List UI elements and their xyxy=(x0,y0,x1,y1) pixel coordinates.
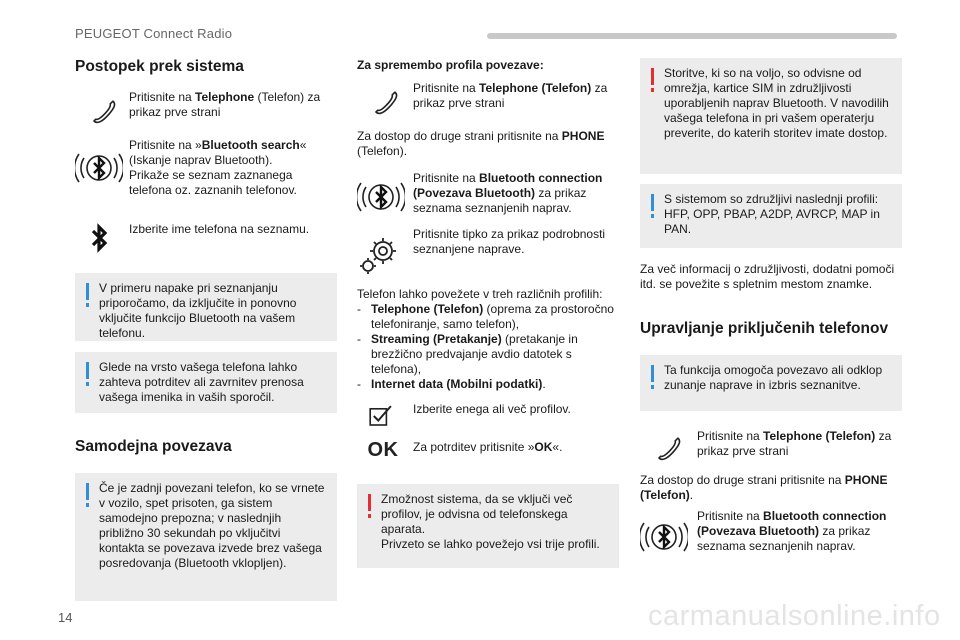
info-icon xyxy=(86,483,89,500)
watermark-url: carmanualsonline.info xyxy=(648,600,941,632)
step-text: Izberite enega ali več profilov. xyxy=(413,402,571,416)
paragraph-more-info: Za več informacij o združljivosti, dodatni pomoči itd. se povežite s spletnim mestom znamke. xyxy=(640,262,895,291)
ok-icon: OK xyxy=(367,438,399,461)
section-title-manage-phones: Upravljanje priključenih telefonov xyxy=(640,320,889,337)
warning-icon xyxy=(368,494,371,511)
step-select-profiles xyxy=(357,402,619,438)
step-text: Pritisnite na Bluetooth connection (Povezava Bluetooth) za prikaz seznama seznanjenih naprav. xyxy=(413,171,603,215)
section-title-system: Postopek prek sistema xyxy=(75,58,244,75)
list-item: - Telephone (Telefon) (oprema za prostoročno telefoniranje, samo telefon), xyxy=(357,302,619,332)
header-title: PEUGEOT Connect Radio xyxy=(75,26,233,41)
warning-note-profiles: Zmožnost sistema, da se vključi več profilov, je odvisna od telefonskega aparata. Privzeto se lahko povežejo vsi trije profili. xyxy=(357,484,619,568)
step-bluetooth-search xyxy=(75,138,337,208)
info-icon xyxy=(651,365,654,382)
bluetooth-search-icon xyxy=(640,513,688,561)
info-note-auto-connect: Če je zadnji povezani telefon, ko se vrnete v vozilo, spet prisoten, ga sistem samodejno prepozna; v naslednjih približno 30 sekundah po vključitvi kontakta se povezava izvede brez vašega posredovanja (Bluetooth vklopljen). xyxy=(75,473,337,601)
paragraph-phone-page: Za dostop do druge strani pritisnite na PHONE (Telefon). xyxy=(357,129,605,158)
step-text: Pritisnite na Telephone (Telefon) za prikaz prve strani xyxy=(129,90,321,119)
step-telephone xyxy=(357,81,619,123)
step-confirm-ok xyxy=(357,440,619,484)
info-icon xyxy=(651,194,654,211)
step-bluetooth-connection xyxy=(640,509,902,559)
warning-icon xyxy=(651,68,654,85)
info-note-manage: Ta funkcija omogoča povezavo ali odklop zunanje naprave in izbris seznanitve. xyxy=(640,355,902,411)
section-title-auto-connect: Samodejna povezava xyxy=(75,438,232,455)
step-text: Pritisnite na Bluetooth connection (Povezava Bluetooth) za prikaz seznama seznanjenih naprav. xyxy=(697,509,887,553)
header-divider xyxy=(487,33,897,39)
profile-change-heading: Za spremembo profila povezave: xyxy=(357,58,544,72)
page-number: 14 xyxy=(58,610,73,625)
step-telephone xyxy=(75,90,337,136)
column-3 xyxy=(640,58,902,559)
column-1 xyxy=(75,58,337,601)
info-icon xyxy=(86,362,89,379)
info-note-contacts: Glede na vrsto vašega telefona lahko zahteva potrditev ali zavrnitev prenosa vašega imenika in vaših sporočil. xyxy=(75,352,337,413)
info-note-pairing: V primeru napake pri seznanjanju priporočamo, da izključite in ponovno vključite funkcijo Bluetooth na vašem telefonu. xyxy=(75,273,337,341)
bluetooth-search-icon xyxy=(357,173,405,221)
profile-list xyxy=(357,302,619,392)
paragraph-profiles: Telefon lahko povežete v treh različnih profilih: xyxy=(357,287,603,301)
list-item: - Streaming (Pretakanje) (pretakanje in brezžično predvajanje avdio datotek s telefona), xyxy=(357,332,619,377)
step-bluetooth-connection xyxy=(357,171,619,225)
info-note-compatible-profiles: S sistemom so združljivi naslednji profili: HFP, OPP, PBAP, A2DP, AVRCP, MAP in PAN. xyxy=(640,184,902,248)
step-device-details xyxy=(357,227,619,277)
checkbox-icon xyxy=(363,398,399,434)
phone-icon xyxy=(363,81,407,125)
gear-icon xyxy=(357,229,405,277)
phone-icon xyxy=(81,90,125,134)
bluetooth-search-icon xyxy=(75,144,123,192)
step-telephone xyxy=(640,429,902,467)
bluetooth-icon xyxy=(77,216,121,260)
info-icon xyxy=(86,283,89,300)
phone-icon xyxy=(646,427,690,471)
step-select-phone xyxy=(75,222,337,262)
warning-note-services: Storitve, ki so na voljo, so odvisne od omrežja, kartice SIM in združljivosti uporabljenih naprav Bluetooth. V navodilih vašega telefona in pri vašem operaterju preverite, do katerih storitev imate dostop. xyxy=(640,58,902,174)
step-text: Pritisnite na Telephone (Telefon) za prikaz prve strani xyxy=(697,429,892,458)
step-text: Pritisnite na Telephone (Telefon) za prikaz prve strani xyxy=(413,81,608,110)
step-text: Pritisnite na »Bluetooth search« (Iskanje naprav Bluetooth). Prikaže se seznam zaznanega telefona oz. zaznanih telefonov. xyxy=(129,138,307,197)
step-text: Za potrditev pritisnite »OK«. xyxy=(413,440,563,454)
list-item: - Internet data (Mobilni podatki). xyxy=(357,377,619,392)
step-text: Pritisnite tipko za prikaz podrobnosti seznanjene naprave. xyxy=(413,227,606,256)
column-2 xyxy=(357,58,619,568)
paragraph-phone-page: Za dostop do druge strani pritisnite na PHONE (Telefon). xyxy=(640,473,888,502)
step-text: Izberite ime telefona na seznamu. xyxy=(129,222,310,236)
